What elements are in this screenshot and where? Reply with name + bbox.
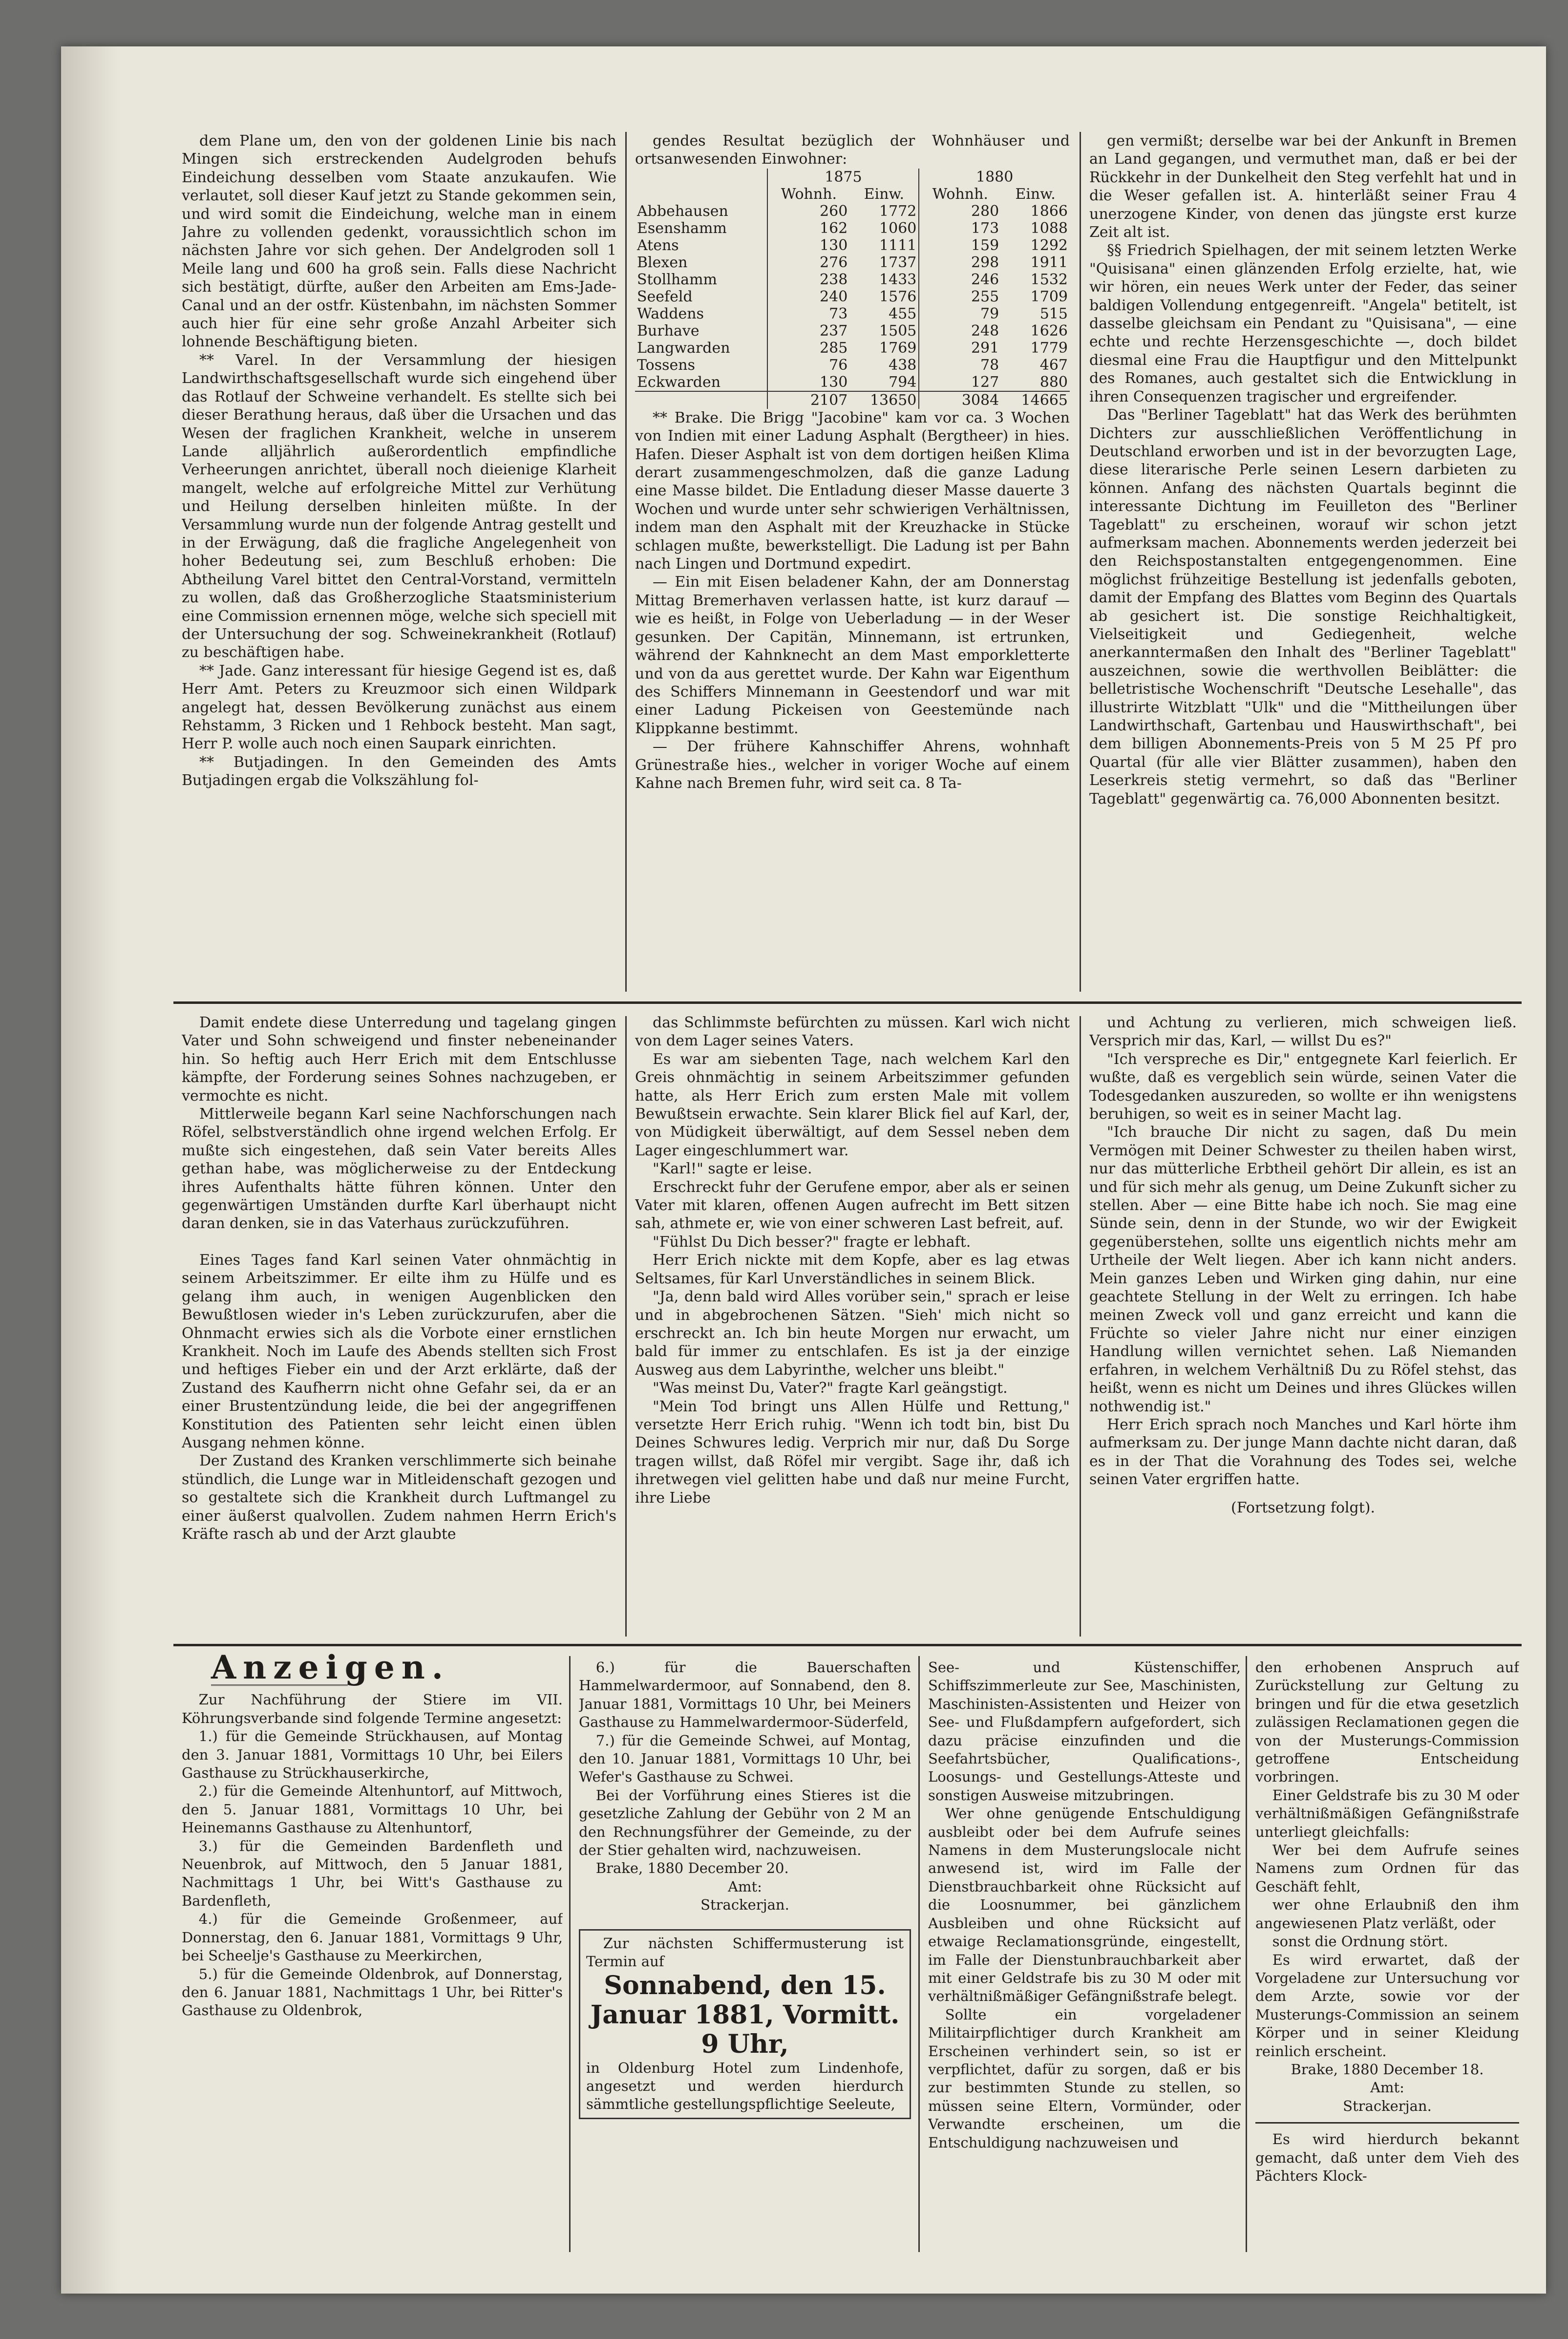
story-paragraph: und Achtung zu verlieren, mich schweigen ließ. Versprich mir das, Karl, — willst Du es?" <box>1089 1014 1517 1050</box>
census-cell: 1779 <box>1030 339 1068 357</box>
musterung-notice-box <box>579 1929 911 2119</box>
news-paragraph: — Ein mit Eisen beladener Kahn, der am Donnerstag Mittag Bremerhaven verlassen hatte, ist kurz darauf — wie es heißt, in Folge von Ueberladung — in der Weser gesunken. Der Capitän, Minnemann, ist ertrunken, während der Kahnknecht an dem Mast emporkletterte und von da aus gerettet wurde. Der Kahn war Eigenthum des Schiffers Minnemann in Geestendorf und war mit einer Ladung Pickeisen von Geestemünde nach Klippkanne bestimmt. <box>635 574 1070 737</box>
news-paragraph: — Der frühere Kahnschiffer Ahrens, wohnhaft Grünestraße hies., welcher in voriger Woche auf einem Kahne nach Bremen fuhr, wird seit ca. 8 Ta- <box>635 738 1070 792</box>
census-cell: 1532 <box>1030 271 1068 288</box>
news-paragraph-jade: ** Jade. Ganz interessant für hiesige Gegend ist es, daß Herr Amt. Peters zu Kreuzmoor sich einen Wildpark angelegt hat, dessen Bevölkerung zunächst aus einem Rehstamm, 3 Ricken und 1 Rehbock besteht. Man sagt, Herr P. wolle auch noch einen Saupark einrichten. <box>182 662 616 753</box>
census-place: Langwarden <box>637 339 730 357</box>
census-cell: 291 <box>919 340 1001 357</box>
census-cell: 1709 <box>1030 288 1068 305</box>
census-cell: 173 <box>919 220 1001 237</box>
news-paragraph-tageblatt: Das "Berliner Tageblatt" hat das Werk des berühmten Dichters zur ausschließlichen Veröffentlichung in Deutschland erworben und ist in der bevorzugten Lage, diese literarische Perle seinen Lesern darbieten zu können. Anfang des nächsten Quartals beginnt die interessante Dichtung im Feuilleton des "Berliner Tageblatt" zu erscheinen, worauf wir schon jetzt aufmerksam machen. Abonnements werden jederzeit bei den Reichspostanstalten entgegengenommen. Eine möglichst frühzeitige Bestellung ist jedenfalls geboten, damit der Empfang des Blattes vom Beginn des Quartals ab gesichert ist. Die sonstige Reichhaltigkeit, Vielseitigkeit und Gediegenheit, welche anerkanntermaßen den Inhalt des "Berliner Tageblatt" auszeichnen, sowie die werthvollen Beiblätter: die belletristische Wochenschrift "Deutsche Lesehalle", das illustrirte Witzblatt "Ulk" und die "Mittheilungen über Landwirthschaft, Gartenbau und Hauswirthschaft", bei dem billigen Abonnements-Preis von 5 M 25 Pf pro Quartal (für alle vier Blätter zusammen), haben den Leserkreis stetig vermehrt, so daß das "Berliner Tageblatt" gegenwärtig ca. 76,000 Abonnenten besitzt. <box>1089 406 1517 808</box>
census-row <box>635 254 1070 271</box>
census-cell: 794 <box>889 373 917 391</box>
story-paragraph: "Karl!" sagte er leise. <box>653 1160 812 1178</box>
census-row <box>635 357 1070 374</box>
section-rule <box>173 1644 1522 1646</box>
column-rule <box>1080 1016 1081 1637</box>
newspaper-page <box>61 46 1546 2294</box>
census-place: Tossens <box>637 356 696 374</box>
story-paragraph: das Schlimmste befürchten zu müssen. Karl wich nicht von dem Lager seines Vaters. <box>635 1014 1070 1050</box>
census-cell: 1111 <box>879 236 917 254</box>
census-cell: 1576 <box>879 288 917 305</box>
story-paragraph: Es war am siebenten Tage, nach welchem Karl den Greis ohnmächtig in seinem Arbeitszimmer gefunden hatte, als Herr Erich zum ersten Male mit vollem Bewußtsein erwachte. Sein klarer Blick fiel auf Karl, der, von Müdigkeit überwältigt, auf dem Sessel neben dem Lager eingeschlummert war. <box>635 1050 1070 1159</box>
column-rule <box>625 132 627 992</box>
ad-paragraph: 4.) für die Gemeinde Großenmeer, auf Donnerstag, den 6. Januar 1881, Vormittags 9 Uhr, bei Scheelje's Gasthause zu Meerkirchen, <box>182 1911 563 1964</box>
census-cell: 240 <box>767 288 849 305</box>
ad-paragraph: sonst die Ordnung stört. <box>1272 1933 1448 1950</box>
ad-paragraph: Einer Geldstrafe bis zu 30 M oder verhältnißmäßigen Gefängnißstrafe unterliegt gleichfalls: <box>1255 1786 1519 1840</box>
story-paragraph: Der Zustand des Kranken verschlimmerte sich beinahe stündlich, die Lunge war in Mitleidenschaft gezogen und so gestaltete sich die Krankheit durch Luftmangel zu einer äußerst qualvollen. Zudem nahmen Herrn Erich's Kräfte rasch ab und der Arzt glaubte <box>182 1452 616 1543</box>
ad-paragraph: den erhobenen Anspruch auf Zurückstellung zur Geltung zu bringen und für die etwa gesetzlich zulässigen Reclamationen gegen die von der Musterungs-Commission getroffene Entscheidung vorbringen. <box>1255 1659 1519 1786</box>
census-cell: 246 <box>919 271 1001 288</box>
census-row <box>635 220 1070 237</box>
census-totals <box>635 391 1070 409</box>
notice-body: in Oldenburg Hotel zum Lindenhofe, angesetzt und werden hierdurch sämmtliche gestellungspflichtige Seeleute, <box>586 2059 904 2113</box>
census-row <box>635 237 1070 254</box>
census-cell: 280 <box>919 203 1001 220</box>
column-rule <box>1246 1656 1247 2252</box>
census-place: Seefeld <box>637 288 693 305</box>
story-column-1 <box>182 1014 616 1629</box>
census-cell: 1088 <box>1030 219 1068 237</box>
ad-paragraph: wer ohne Erlaubniß den ihm angewiesenen Platz verläßt, oder <box>1255 1896 1519 1932</box>
news-paragraph-varel: ** Varel. In der Versammlung der hiesigen Landwirthschaftsgesellschaft wurde sich eingehend über das Rotlauf der Schweine verhandelt. Es stellte sich bei dieser Berathung heraus, daß über die Ursachen und das Wesen der fraglichen Krankheit, welche in unserem Lande alljährlich außerordentlich empfindliche Verheerungen anrichtet, überall noch dieienige Klarheit mangelt, welche auf erfolgreiche Mittel zur Verhütung und Heilung derselben hinleiten müßte. In der Versammlung wurde nun der folgende Antrag gestellt und in der Erwägung, daß die fragliche Angelegenheit von hoher Bedeutung sei, zum Beschluß erhoben: Die Abtheilung Varel bittet den Central-Vorstand, vermitteln zu wollen, daß das Großherzogliche Staatsministerium eine Commission ernennen möge, welche sich speciell mit der Untersuchung der sog. Schweinekrankheit (Rotlauf) zu beschäftigen habe. <box>182 351 616 661</box>
census-cell: 130 <box>767 237 849 254</box>
census-intro: gendes Resultat bezüglich der Wohnhäuser und ortsanwesenden Einwohner: <box>635 132 1070 168</box>
ad-paragraph: 1.) für die Gemeinde Strückhausen, auf Montag den 3. Januar 1881, Vormittags 10 Uhr, bei Eilers Gasthause zu Strückhauserkirche, <box>182 1728 563 1782</box>
census-place: Esenshamm <box>637 219 727 237</box>
news-column-1 <box>182 132 616 972</box>
census-total: 14665 <box>1001 391 1070 409</box>
ads-column-2 <box>579 1659 911 2250</box>
census-cell: 1505 <box>879 322 917 340</box>
news-paragraph: gen vermißt; derselbe war bei der Ankunft in Bremen an Land gegangen, und vermuthet man, daß er bei der Rückkehr in der Dunkelheit den Steg verfehlt hat und in die Weser gefallen ist. A. hinterläßt seiner Frau 4 unerzogene Kinder, von denen das jüngste erst kurze Zeit alt ist. <box>1089 132 1517 241</box>
census-cell: 1866 <box>1030 202 1068 220</box>
ad-paragraph: Wer ohne genügende Entschuldigung ausbleibt oder bei dem Aufrufe seines Namens in dem Musterungslocale nicht anwesend ist, wird im Falle der Dienstbrauchbarkeit ohne Rücksicht auf die Loosnummer, bei gänzlichem Ausbleiben und ohne Rücksicht auf etwaige Reclamationsgründe, eingestellt, im Falle der Dienstunbrauchbarkeit aber mit einer Geldstrafe bis zu 30 M oder mit verhältnißmäßiger Gefängnißstrafe belegt. <box>928 1805 1241 2005</box>
census-cell: 455 <box>889 305 917 322</box>
census-row <box>635 374 1070 391</box>
notice-date-headline: Sonnabend, den 15. Januar 1881, Vormitt. 9 Uhr, <box>590 1970 900 2059</box>
ad-paragraph: See- und Küstenschiffer, Schiffszimmerleute zur See, Maschinisten, Maschinisten-Assistenten und Heizer von See- und Flußdampfern aufgefordert, sich dazu präcise einzufinden und die Seefahrtsbücher, Qualifications-, Loosungs- und Gestellungs-Atteste und sonstigen Ausweise mitzubringen. <box>928 1659 1241 1804</box>
census-cell: 237 <box>767 322 849 340</box>
census-place: Atens <box>637 236 679 254</box>
story-paragraph: "Was meinst Du, Vater?" fragte Karl geängstigt. <box>653 1380 1008 1397</box>
ad-paragraph: 7.) für die Gemeinde Schwei, auf Montag, den 10. Januar 1881, Vormittags 10 Uhr, bei Wefer's Gasthause zu Schwei. <box>579 1732 911 1786</box>
census-cell: 1911 <box>1030 254 1068 271</box>
census-cell: 130 <box>767 374 849 391</box>
ad-paragraph: 6.) für die Bauerschaften Hammelwardermoor, auf Sonnabend, den 8. Januar 1881, Vormittags 10 Uhr, bei Meiners Gasthause zu Hammelwardermoor-Süderfeld, <box>579 1659 911 1731</box>
news-column-2 <box>635 132 1070 982</box>
news-column-3 <box>1089 132 1517 982</box>
ad-paragraph: Bei der Vorführung eines Stieres ist die gesetzliche Zahlung der Gebühr von 2 M an den Rechnungsführer der Gemeinde, zu der der Stier gehalten wird, nachzuweisen. <box>579 1786 911 1859</box>
page-gutter <box>61 46 120 2294</box>
census-subhead: Wohnh. <box>919 186 1001 203</box>
ads-title: Anzeigen. <box>211 1654 450 1686</box>
story-column-3 <box>1089 1014 1517 1629</box>
story-paragraph: "Ich brauche Dir nicht zu sagen, daß Du mein Vermögen mit Deiner Schwester zu theilen haben wirst, nur das mütterliche Erbtheil gehört Dir allein, es ist an und für sich mehr als genug, um Deine Zukunft sicher zu stellen. Aber — eine Bitte habe ich noch. Sie mag eine Sünde sein, denn in der Stunde, wo wir der Ewigkeit gegenüberstehen, sollte uns eigentlich nichts mehr am Urtheile der Welt liegen. Aber ich kann nicht anders. Mein ganzes Leben und Wirken ging dahin, nur eine geachtete Stellung in der Welt zu erringen. Ich habe meinen Zweck voll und ganz erreicht und kann die Früchte so vieler Jahre nicht nur einer einzigen Handlung willen vernichtet sehen. Laß Niemanden erfahren, in welchem Verhältniß Du zu Röfel stehst, das heißt, wenn es nicht um Deines und ihres Glückes willen nothwendig ist." <box>1089 1124 1517 1415</box>
story-paragraph: Erschreckt fuhr der Gerufene empor, aber als er seinen Vater mit klaren, offenen Augen aufrecht im Bett sitzen sah, athmete er, wie von einer schweren Last befreit, auf. <box>635 1178 1070 1233</box>
census-cell: 76 <box>767 357 849 374</box>
census-cell: 1737 <box>879 254 917 271</box>
story-continuation: (Fortsetzung folgt). <box>1231 1499 1375 1516</box>
ad-signature-label: Amt: <box>1370 2079 1404 2096</box>
ads-column-1 <box>182 1654 563 2250</box>
story-paragraph: Eines Tages fand Karl seinen Vater ohnmächtig in seinem Arbeitszimmer. Er eilte ihm zu Hülfe und es gelang ihm auch, in wenigen Augenblicken den Bewußtlosen wieder in's Leben zurückzurufen, aber die Ohnmacht erwies sich als die Vorbote einer ernstlichen Krankheit. Noch im Laufe des Abends stellten sich Frost und heftiges Fieber ein und der Arzt erklärte, daß der Zustand des Kaufherrn nicht ohne Gefahr sei, da er an einer Brustentzündung leide, die bei der angegriffenen Konstitution des Patienten sehr leicht einen üblen Ausgang nehmen könne. <box>182 1251 616 1451</box>
column-rule <box>1080 132 1081 992</box>
census-row <box>635 340 1070 357</box>
census-row <box>635 271 1070 288</box>
census-cell: 127 <box>919 374 1001 391</box>
census-row <box>635 305 1070 322</box>
census-place: Stollhamm <box>637 271 717 288</box>
census-cell: 276 <box>767 254 849 271</box>
ad-paragraph: Es wird hierdurch bekannt gemacht, daß unter dem Vieh des Pächters Klock- <box>1255 2131 1519 2184</box>
census-place: Eckwarden <box>637 373 721 391</box>
census-cell: 1433 <box>879 271 917 288</box>
census-cell: 78 <box>919 357 1001 374</box>
census-cell: 880 <box>1039 373 1068 391</box>
census-cell: 73 <box>767 305 849 322</box>
news-paragraph-spielhagen: §§ Friedrich Spielhagen, der mit seinem letzten Werke "Quisisana" einen glänzenden Erfolg erzielte, hat, wie wir hören, ein neues Werk unter der Feder, das seiner baldigen Vollendung entgegenreift. "Angela" betitelt, ist dasselbe gleichsam ein Pendant zu "Quisisana", — eine echte und rechte Herzensgeschichte —, doch bildet diesmal eine Frau die Hauptfigur und den Mittelpunkt des Romanes, auch gestaltet sich die Entwicklung in ihren Consequenzen tragischer und ergreifender. <box>1089 242 1517 405</box>
census-year-1875: 1875 <box>767 169 919 186</box>
census-cell: 467 <box>1039 356 1068 374</box>
census-cell: 255 <box>919 288 1001 305</box>
news-paragraph: dem Plane um, den von der goldenen Linie bis nach Mingen sich erstreckenden Audelgroden behufs Eindeichung desselben vom Staate anzukaufen. Wie verlautet, soll dieser Kauf jetzt zu Stande gekommen sein, und wird somit die Eindeichung, welche man in einem Jahre zu vollenden gedenkt, voraussichtlich schon im nächsten Jahre vor sich gehen. Der Andelgroden soll 1 Meile lang und 600 ha groß sein. Falls diese Nachricht sich bestätigt, dürfte, außer den Arbeiten am Ems-Jade-Canal und an der ostfr. Küstenbahn, im nächsten Sommer auch hier für eine sehr große Anzahl Arbeiter sich lohnende Beschäftigung bieten. <box>182 132 616 351</box>
census-cell: 248 <box>919 322 1001 340</box>
story-column-2 <box>635 1014 1070 1629</box>
story-paragraph: Mittlerweile begann Karl seine Nachforschungen nach Röfel, selbstverständlich ohne irgend welchen Erfolg. Er mußte sich eingestehen, daß sein Vater bereits Alles gethan habe, was möglicherweise zu der Entdeckung ihres Aufenthalts hätte führen können. Unter den gegenwärtigen Umständen durfte Karl überhaupt nicht daran denken, sie in das Vaterhaus zurückzuführen. <box>182 1106 616 1233</box>
census-cell: 1772 <box>879 202 917 220</box>
census-total: 2107 <box>767 391 849 409</box>
ad-paragraph: 3.) für die Gemeinden Bardenfleth und Neuenbrok, auf Mittwoch, den 5 Januar 1881, Nachmittags 1 Uhr, bei Witt's Gasthause zu Bardenfleth, <box>182 1837 563 1909</box>
story-paragraph: Herr Erich sprach noch Manches und Karl hörte ihm aufmerksam zu. Der junge Mann dachte nicht daran, daß es in der That die Vorahnung des Todes sei, welche seinen Vater ergriffen hatte. <box>1089 1416 1517 1488</box>
census-cell: 298 <box>919 254 1001 271</box>
ad-separator <box>1255 2122 1519 2124</box>
story-paragraph: "Ich verspreche es Dir," entgegnete Karl feierlich. Er wußte, daß es vergeblich sein würde, seinen Vater die Todesgedanken auszureden, so wollte er ihn wenigstens beruhigen, so weit es in seiner Macht lag. <box>1089 1050 1517 1123</box>
story-paragraph: Damit endete diese Unterredung und tagelang gingen Vater und Sohn schweigend und finster nebeneinander hin. So heftig auch Herr Erich mit dem Entschlusse kämpfte, der Forderung seines Sohnes nachzugeben, er vermochte es nicht. <box>182 1014 616 1105</box>
column-rule <box>625 1016 627 1637</box>
story-gap <box>182 1233 616 1251</box>
story-paragraph: Herr Erich nickte mit dem Kopfe, aber es lag etwas Seltsames, für Karl Unverständliches in seinem Blick. <box>635 1252 1070 1287</box>
ad-paragraph: 2.) für die Gemeinde Altenhuntorf, auf Mittwoch, den 5. Januar 1881, Vormittags 10 Uhr, bei Heinemanns Gasthause zu Altenhuntorf, <box>182 1783 563 1836</box>
census-cell: 260 <box>767 203 849 220</box>
census-row <box>635 203 1070 220</box>
ad-signature: Strackerjan. <box>700 1896 789 1914</box>
ad-signature-label: Amt: <box>728 1878 762 1895</box>
census-place: Blexen <box>637 254 688 271</box>
census-cell: 238 <box>767 271 849 288</box>
story-paragraph: "Mein Tod bringt uns Allen Hülfe und Rettung," versetzte Herr Erich ruhig. "Wenn ich todt bin, bist Du Deines Schwures ledig. Verprich mir nur, daß Du Sorge tragen willst, daß Röfel mir vergibt. Sage ihr, daß ich ihretwegen viel gelitten habe und daß nur meine Furcht, ihre Liebe <box>635 1398 1070 1507</box>
census-cell: 159 <box>919 237 1001 254</box>
ads-column-3 <box>928 1659 1241 2250</box>
news-paragraph-butjadingen: ** Butjadingen. In den Gemeinden des Amts Butjadingen ergab die Volkszählung fol- <box>182 753 616 789</box>
ad-paragraph: Es wird erwartet, daß der Vorgeladene zur Untersuchung vor dem Arzte, sowie vor der Musterungs-Commission an seinem Körper und in seiner Kleidung reinlich erscheint. <box>1255 1951 1519 2060</box>
census-cell: 1292 <box>1030 236 1068 254</box>
census-table <box>635 169 1070 409</box>
census-subhead: Wohnh. <box>767 186 849 203</box>
ad-date: Brake, 1880 December 18. <box>1291 2061 1484 2078</box>
census-cell: 438 <box>889 356 917 374</box>
ad-paragraph: Sollte ein vorgeladener Militairpflichtiger durch Krankheit am Erscheinen verhindert sein, so ist er verpflichtet, dafür zu sorgen, daß er bis zur bestimmten Stunde zu stellen, so müssen seine Eltern, Vormünder, oder Verwandte erscheinen, um die Entschuldigung nachzuweisen und <box>928 2006 1241 2151</box>
ad-paragraph: Zur Nachführung der Stiere im VII. Köhrungsverbande sind folgende Termine angesetzt: <box>182 1691 563 1726</box>
ad-paragraph: 5.) für die Gemeinde Oldenbrok, auf Donnerstag, den 6. Januar 1881, Nachmittags 1 Uhr, bei Ritter's Gasthause zu Oldenbrok, <box>182 1965 563 2019</box>
census-place: Burhave <box>637 322 699 340</box>
census-row <box>635 322 1070 340</box>
census-subhead: Einw. <box>864 185 905 203</box>
column-rule <box>569 1656 571 2252</box>
census-row <box>635 288 1070 305</box>
census-cell: 1626 <box>1030 322 1068 340</box>
census-place: Abbehausen <box>637 202 728 220</box>
story-paragraph: "Fühlst Du Dich besser?" fragte er lebhaft. <box>653 1233 971 1251</box>
news-paragraph-brake: ** Brake. Die Brigg "Jacobine" kam vor ca. 3 Wochen von Indien mit einer Ladung Asphalt (Bergtheer) in hies. Hafen. Dieser Asphalt ist von dem dortigen heißen Klima derart zusammengeschmolzen, daß die ganze Ladung eine Masse bildet. Die Entladung dieser Masse dauerte 3 Wochen und wurde unter sehr schwierigen Verhältnissen, indem man den Asphalt mit der Kreuzhacke in Stücke schlagen mußte, bewerkstelligt. Die Ladung ist per Bahn nach Lingen und Dortmund expedirt. <box>635 409 1070 573</box>
census-cell: 162 <box>767 220 849 237</box>
census-year-1880: 1880 <box>919 169 1070 186</box>
ad-paragraph: Wer bei dem Aufrufe seines Namens zum Ordnen für das Geschäft fehlt, <box>1255 1842 1519 1895</box>
section-rule <box>173 1001 1522 1004</box>
census-subhead: Einw. <box>1015 185 1056 203</box>
story-paragraph: "Ja, denn bald wird Alles vorüber sein," sprach er leise und in abgebrochenen Sätzen. "Sieh' mich nicht so erschreckt an. Ich bin heute Morgen nur erwacht, um bald für immer zu entschlafen. Es ist ja der einzige Ausweg aus dem Labyrinthe, welcher uns bleibt." <box>635 1288 1070 1379</box>
census-total: 3084 <box>919 391 1001 409</box>
notice-intro: Zur nächsten Schiffermusterung ist Termin auf <box>586 1935 904 1970</box>
census-cell: 1769 <box>879 339 917 357</box>
ad-signature: Strackerjan. <box>1343 2097 1432 2114</box>
column-rule <box>918 1656 920 2252</box>
census-cell: 79 <box>919 305 1001 322</box>
census-cell: 515 <box>1039 305 1068 322</box>
ad-date: Brake, 1880 December 20. <box>595 1860 789 1877</box>
census-cell: 285 <box>767 340 849 357</box>
census-place: Waddens <box>637 305 704 322</box>
ads-column-4 <box>1255 1659 1519 2250</box>
census-total: 13650 <box>849 391 919 409</box>
census-cell: 1060 <box>879 219 917 237</box>
